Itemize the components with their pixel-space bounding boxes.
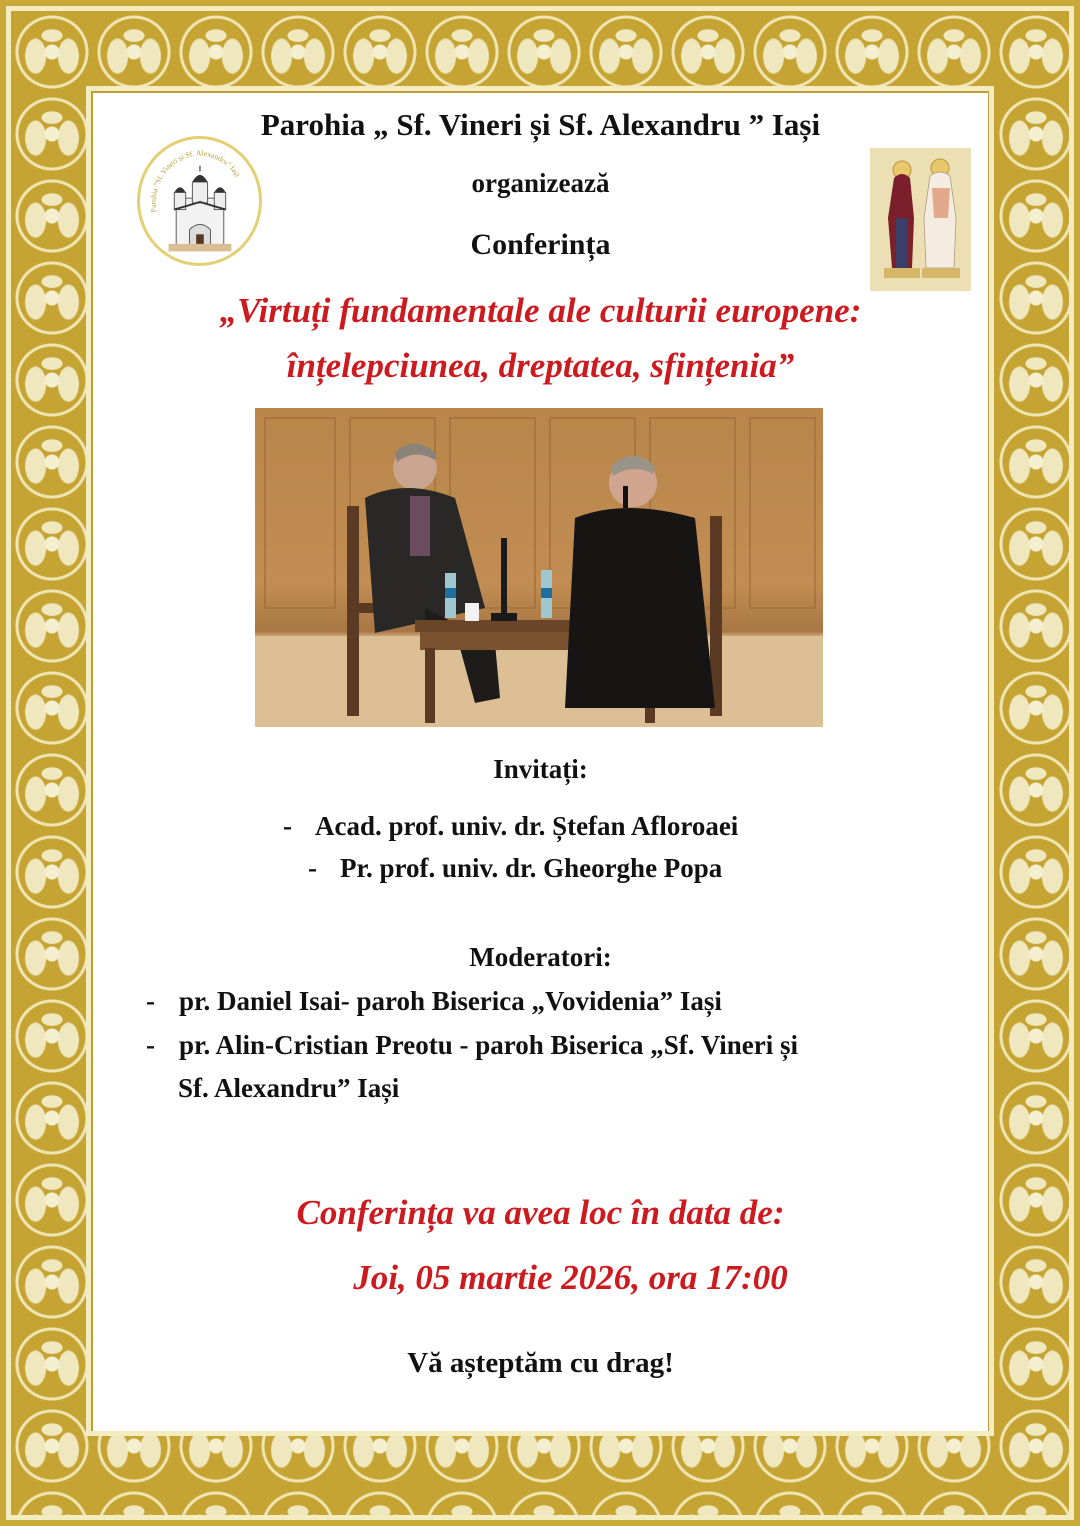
moderator-item [146, 1030, 798, 1061]
guest-name: Acad. prof. univ. dr. Ștefan Afloroaei [315, 811, 739, 841]
guest-name: Pr. prof. univ. dr. Gheorghe Popa [340, 853, 723, 883]
guest-item [283, 811, 738, 842]
saints-icon [870, 148, 971, 291]
moderator-name-continuation: Sf. Alexandru” Iași [178, 1073, 400, 1103]
moderator-name: pr. Daniel Isai- paroh Biserica „Vovidenia” Iași [179, 986, 722, 1016]
organizer-title: Parohia „ Sf. Vineri și Sf. Alexandru ” Iași [260, 107, 821, 142]
moderator-name: pr. Alin-Cristian Preotu - paroh Biserica „Sf. Vineri și [179, 1030, 799, 1060]
event-type-label: Conferința [470, 228, 611, 261]
organizes-label: organizează [471, 168, 610, 198]
poster-content [93, 93, 988, 1431]
moderator-item [146, 986, 722, 1017]
list-dash: - [146, 1030, 155, 1060]
guest-item [308, 853, 722, 884]
moderators-heading: Moderatori: [469, 942, 612, 972]
schedule-intro: Conferința va avea loc în data de: [296, 1193, 785, 1232]
speakers-photo [255, 408, 823, 727]
conference-title-line1: „Virtuți fundamentale ale culturii europene: [219, 291, 862, 330]
list-dash: - [146, 986, 155, 1016]
list-dash: - [283, 811, 292, 841]
guests-heading: Invitați: [493, 754, 588, 784]
church-icon [140, 139, 259, 263]
schedule-datetime: Joi, 05 martie 2026, ora 17:00 [353, 1258, 788, 1297]
moderator-item-continuation [178, 1073, 399, 1104]
conference-title-line2: înțelepciunea, dreptatea, sfințenia” [286, 346, 795, 385]
parish-logo [137, 136, 262, 266]
list-dash: - [308, 853, 317, 883]
svg-text:Parohia "Sf. Vineri și Sf. Ale: Parohia "Sf. Vineri și Sf. Alexandru" Iași [148, 148, 243, 214]
closing-message: Vă așteptăm cu drag! [407, 1347, 674, 1379]
